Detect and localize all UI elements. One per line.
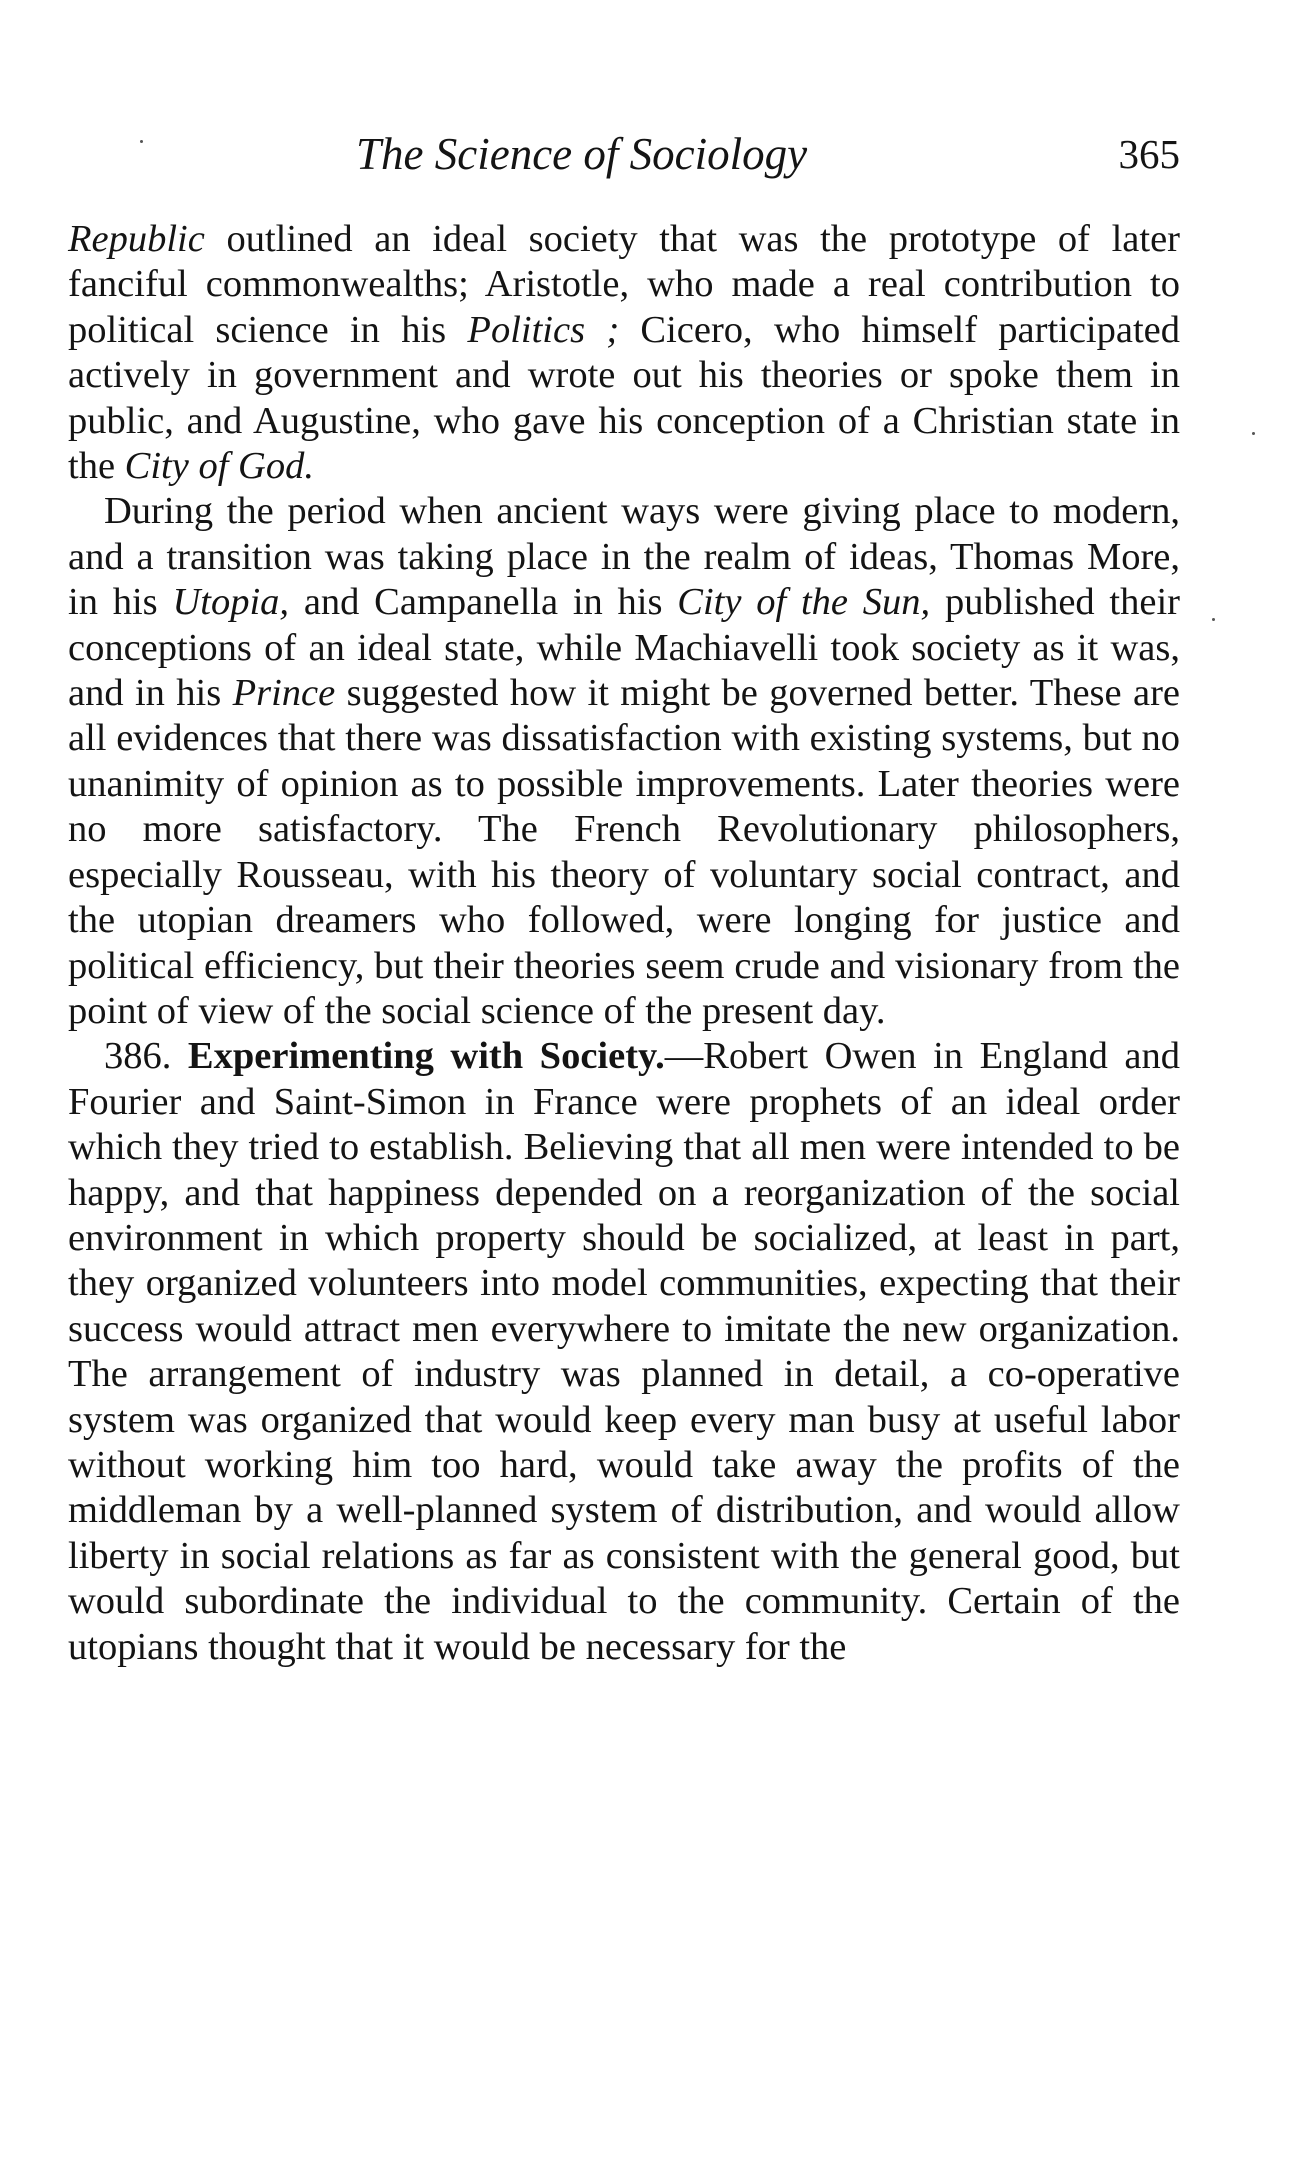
- scan-speck: [140, 140, 143, 143]
- scan-speck: [1252, 432, 1255, 435]
- paragraph-1: [68, 217, 1180, 489]
- body-text: [68, 217, 1180, 1670]
- book-title-utopia: Utopia,: [172, 581, 290, 624]
- running-head: [68, 124, 1180, 184]
- book-title-politics: Politics ;: [467, 308, 620, 351]
- section-number: 386.: [104, 1035, 172, 1078]
- book-title-city-of-god: City of God.: [124, 445, 314, 488]
- book-title-city-of-the-sun: City of the Sun,: [677, 581, 931, 624]
- scan-speck: [1212, 618, 1215, 621]
- paragraph-2-text-b: and Campanella in his: [289, 581, 678, 624]
- paragraph-2-text-c: published their conceptions of an ideal state, while Machiavelli took society as it was, and in his: [68, 581, 1180, 715]
- section-386: [68, 1034, 1180, 1670]
- book-title-republic: Republic: [68, 218, 205, 260]
- page-number: 365: [1118, 131, 1180, 177]
- paragraph-1-text-a: outlined an ideal society that was the prototype of later fanciful commonwealths; Aristotle, who made a real contribution to political science in his: [68, 218, 1180, 351]
- paragraph-2-text-d: suggested how it might be governed better. These are all evidences that there was dissatisfaction with existing systems, but no unanimity of opinion as to possible improvements. Later theories were no more satisfactory. The French Revolutionary philosophers, especially Rousseau, with his theory of voluntary social contract, and the utopian dreamers who followed, were longing for justice and political efficiency, but their theories seem crude and visionary from the point of view of the social science of the present day.: [68, 672, 1180, 1032]
- paragraph-1-text-b: Cicero, who himself participated actively in government and wrote out his theories or spoke them in public, and Augustine, who gave his conception of a Christian state in the: [68, 308, 1180, 488]
- running-title: The Science of Sociology: [356, 129, 808, 179]
- section-heading: Experimenting with Society.: [187, 1035, 665, 1078]
- paragraph-2-text-a: During the period when ancient ways were giving place to modern, and a transition was taking place in the realm of ideas, Thomas More, in his: [68, 490, 1180, 624]
- section-386-text: —Robert Owen in England and Fourier and Saint-Simon in France were prophets of an ideal order which they tried to establish. Believing that all men were intended to be happy, and that happiness depended on a reorganization of the social environment in which property should be socialized, at least in part, they organized volunteers into model communities, expecting that their success would attract men everywhere to imitate the new organization. The arrangement of industry was planned in detail, a co-operative system was organized that would keep every man busy at useful labor without working him too hard, would take away the profits of the middleman by a well-planned system of distribution, and would allow liberty in social relations as far as consistent with the general good, but would subordinate the individual to the community. Certain of the utopians thought that it would be necessary for the: [68, 1035, 1180, 1668]
- book-title-prince: Prince: [232, 672, 336, 715]
- paragraph-2: [68, 489, 1180, 1034]
